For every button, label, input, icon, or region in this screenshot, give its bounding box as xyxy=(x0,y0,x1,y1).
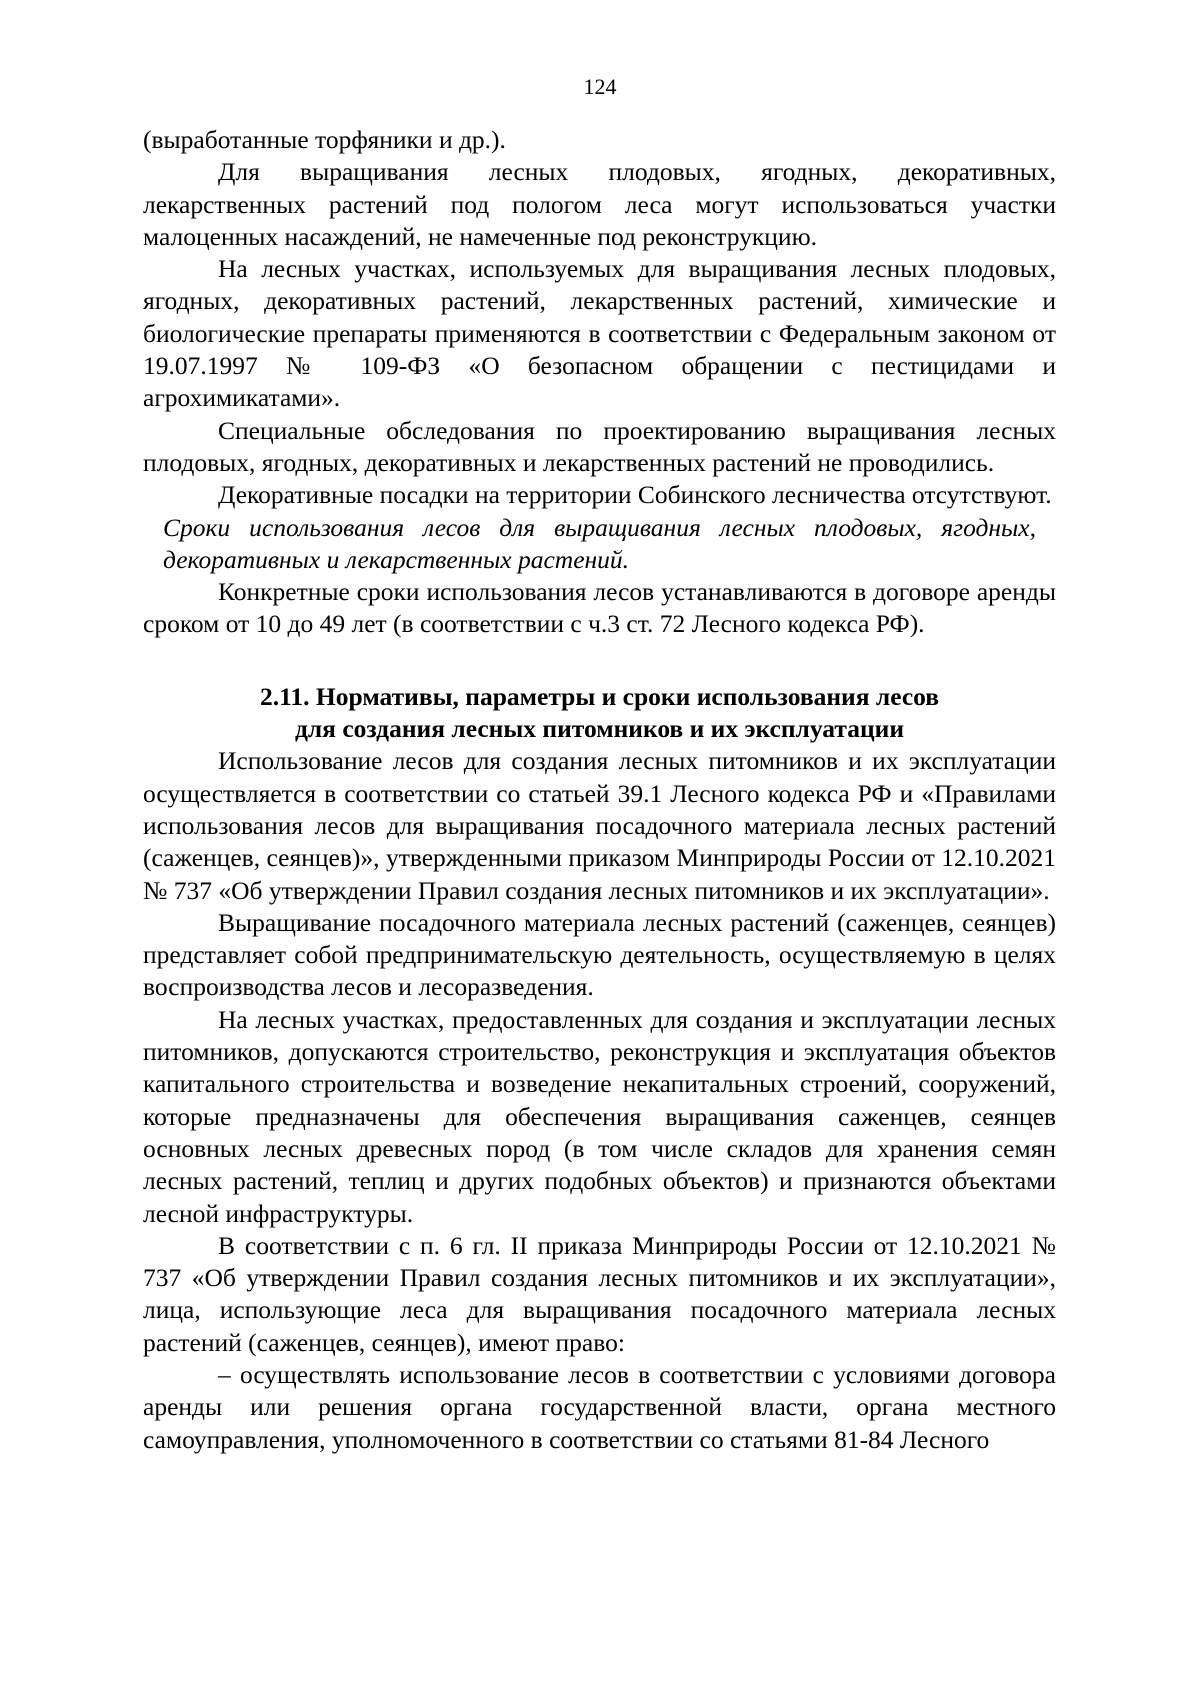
subheading-usage-terms: Сроки использования лесов для выращивания лесных плодовых, ягодных, декоративных и лекарственных растений. xyxy=(163,512,1036,574)
paragraph-lease-terms: Конкретные сроки использования лесов устанавливаются в договоре аренды сроком от 10 до 49 лет (в соответствии с ч.3 ст. 72 Лесного кодекса РФ). xyxy=(143,577,1056,639)
paragraph-continuation: (выработанные торфяники и др.). xyxy=(143,125,506,154)
paragraph-nursery-usage: Использование лесов для создания лесных питомников и их эксплуатации осуществляется в соответствии со статьей 39.1 Лесного кодекса РФ и «Правилами использования лесов для выращивания посадочного материала лесных растений (саженцев, сеянцев)», утвержденными приказом Минприроды России от 12.10.2021 № 737 «Об утверждении Правил создания лесных питомников и их эксплуатации». xyxy=(143,746,1056,905)
paragraph-special-surveys: Специальные обследования по проектированию выращивания лесных плодовых, ягодных, декоративных и лекарственных растений не проводились. xyxy=(143,415,1056,477)
paragraph-planting-material: Выращивание посадочного материала лесных растений (саженцев, сеянцев) представляет собой предпринимательскую деятельность, осуществляемую в целях воспроизводства лесов и лесоразведения. xyxy=(143,907,1056,1002)
section-heading xyxy=(143,681,1056,746)
paragraph-cultivation-under-canopy: Для выращивания лесных плодовых, ягодных, декоративных, лекарственных растений под пологом леса могут использоваться участки малоценных насаждений, не намеченные под реконструкцию. xyxy=(143,157,1056,251)
paragraph-decorative-plantings: Декоративные посадки на территории Собинского лесничества отсутствуют. xyxy=(218,480,1052,510)
page-content xyxy=(143,124,1056,1456)
paragraph-rights-intro: В соответствии с п. 6 гл. II приказа Минприроды России от 12.10.2021 № 737 «Об утверждении Правил создания лесных питомников и их эксплуатации», лица, использующие леса для выращивания посадочного материала лесных растений (саженцев, сеянцев), имеют право: xyxy=(143,1230,1056,1357)
section-heading-line-2: для создания лесных питомников и их эксплуатации xyxy=(294,714,905,744)
page-number: 124 xyxy=(583,74,617,99)
list-item-right-1: – осуществлять использование лесов в соответствии с условиями договора аренды или решения органа государственной власти, органа местного самоуправления, уполномоченного в соответствии со статьями 81-84 Лесного xyxy=(143,1359,1056,1454)
paragraph-construction-allowed: На лесных участках, предоставленных для создания и эксплуатации лесных питомников, допускаются строительство, реконструкция и эксплуатация объектов капитального строительства и возведение некапитальных строений, сооружений, которые предназначены для обеспечения выращивания саженцев, сеянцев основных лесных древесных пород (в том числе складов для хранения семян лесных растений, теплиц и других подобных объектов) и признаются объектами лесной инфраструктуры. xyxy=(143,1004,1056,1228)
section-heading-line-1: 2.11. Нормативы, параметры и сроки использования лесов xyxy=(259,681,940,711)
paragraph-chemical-preparations: На лесных участках, используемых для выращивания лесных плодовых, ягодных, декоративных растений, лекарственных растений, химические и биологические препараты применяются в соответствии с Федеральным законом от 19.07.1997 № 109-ФЗ «О безопасном обращении с пестицидами и агрохимикатами». xyxy=(143,254,1056,413)
